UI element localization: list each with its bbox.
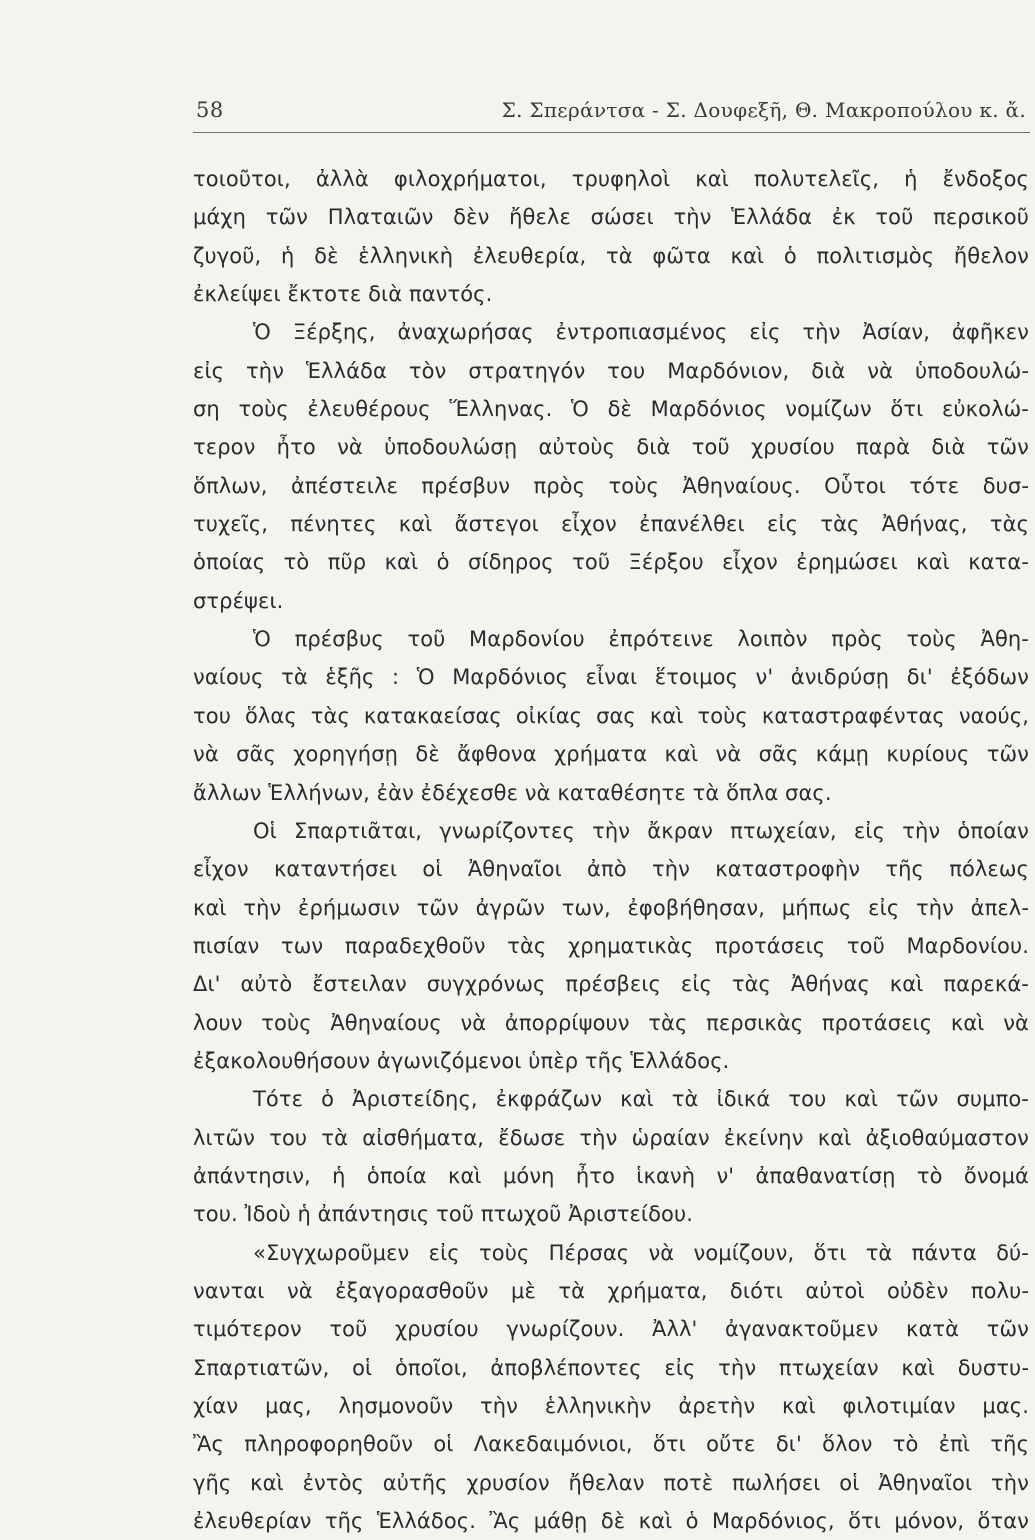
text-line: νὰ σᾶς χορηγήσῃ δὲ ἄφθονα χρήματα καὶ νὰ σᾶς κάμῃ κυρίους τῶν xyxy=(193,742,1029,767)
text-line: ση τοὺς ἐλευθέρους Ἕλληνας. Ὁ δὲ Μαρδόνιος νομίζων ὅτι εὐκολώ- xyxy=(193,397,1029,422)
text-line: γῆς καὶ ἐντὸς αὐτῆς χρυσίον ἤθελαν ποτὲ πωλήσει οἱ Ἀθηναῖοι τὴν xyxy=(193,1470,1029,1495)
text-line: «Συγχωροῦμεν εἰς τοὺς Πέρσας νὰ νομίζουν, ὅτι τὰ πάντα δύ- xyxy=(253,1240,1029,1265)
body-text xyxy=(193,160,1029,1540)
text-line: ἐξακολουθήσουν ἀγωνιζόμενοι ὑπὲρ τῆς Ἑλλάδος. xyxy=(193,1048,730,1073)
text-line: ἄλλων Ἑλλήνων, ἐὰν ἐδέχεσθε νὰ καταθέσητε τὰ ὅπλα σας. xyxy=(193,780,832,805)
text-line: καὶ τὴν ἐρήμωσιν τῶν ἀγρῶν των, ἐφοβήθησαν, μήπως εἰς τὴν ἀπελ- xyxy=(193,895,1029,920)
text-line: ἀπάντησιν, ἡ ὁποία καὶ μόνη ἦτο ἱκανὴ ν' ἀπαθανατίσῃ τὸ ὄνομά xyxy=(193,1163,1029,1188)
text-line: του ὅλας τὰς κατακαείσας οἰκίας σας καὶ τοὺς καταστραφέντας ναούς, xyxy=(193,703,1029,728)
text-line: λουν τοὺς Ἀθηναίους νὰ ἀπορρίψουν τὰς περσικὰς προτάσεις καὶ νὰ xyxy=(193,1010,1029,1035)
text-line: Οἱ Σπαρτιᾶται, γνωρίζοντες τὴν ἄκραν πτωχείαν, εἰς τὴν ὁποίαν xyxy=(253,818,1029,843)
text-line: ὅπλων, ἀπέστειλε πρέσβυν πρὸς τοὺς Ἀθηναίους. Οὗτοι τότε δυσ- xyxy=(193,473,1029,498)
text-line: ζυγοῦ, ἡ δὲ ἑλληνικὴ ἐλευθερία, τὰ φῶτα καὶ ὁ πολιτισμὸς ἤθελον xyxy=(193,243,1029,268)
text-line: Ὁ πρέσβυς τοῦ Μαρδονίου ἐπρότεινε λοιπὸν πρὸς τοὺς Ἀθη- xyxy=(253,627,1029,652)
page-number: 58 xyxy=(196,98,224,122)
text-line: ἐκλείψει ἔκτοτε διὰ παντός. xyxy=(193,282,493,307)
text-line: Σπαρτιατῶν, οἱ ὁποῖοι, ἀποβλέποντες εἰς τὴν πτωχείαν καὶ δυστυ- xyxy=(193,1355,1029,1380)
text-line: Ὁ Ξέρξης, ἀναχωρήσας ἐντροπιασμένος εἰς τὴν Ἀσίαν, ἀφῆκεν xyxy=(253,320,1029,345)
text-line: τιμότερον τοῦ χρυσίου γνωρίζουν. Ἀλλ' ἀγανακτοῦμεν κατὰ τῶν xyxy=(193,1317,1029,1342)
text-line: στρέψει. xyxy=(193,588,284,613)
text-line: ναίους τὰ ἑξῆς : Ὁ Μαρδόνιος εἶναι ἕτοιμος ν' ἀνιδρύσῃ δι' ἐξόδων xyxy=(193,665,1029,690)
text-line: χίαν μας, λησμονοῦν τὴν ἑλληνικὴν ἀρετὴν καὶ φιλοτιμίαν μας. xyxy=(193,1394,1029,1418)
text-line: εἶχον καταντήσει οἱ Ἀθηναῖοι ἀπὸ τὴν καταστροφὴν τῆς πόλεως xyxy=(193,857,1029,882)
text-line: Ἂς πληροφορηθοῦν οἱ Λακεδαιμόνιοι, ὅτι οὔτε δι' ὅλον τὸ ἐπὶ τῆς xyxy=(193,1432,1029,1457)
text-line: Δι' αὐτὸ ἔστειλαν συγχρόνως πρέσβεις εἰς τὰς Ἀθήνας καὶ παρεκά- xyxy=(193,972,1029,997)
text-line: του. Ἰδοὺ ἡ ἀπάντησις τοῦ πτωχοῦ Ἀριστείδου. xyxy=(193,1202,694,1227)
text-line: τερον ἦτο νὰ ὑποδουλώσῃ αὐτοὺς διὰ τοῦ χρυσίου παρὰ διὰ τῶν xyxy=(193,435,1029,460)
text-line: ὁποίας τὸ πῦρ καὶ ὁ σίδηρος τοῦ Ξέρξου εἶχον ἐρημώσει καὶ κατα- xyxy=(193,550,1029,575)
running-head: Σ. Σπεράντσα - Σ. Δουφεξῆ, Θ. Μακροπούλου κ. ἄ. xyxy=(501,98,1026,122)
text-line: Τότε ὁ Ἀριστείδης, ἐκφράζων καὶ τὰ ἰδικά του καὶ τῶν συμπο- xyxy=(253,1087,1029,1112)
text-line: εἰς τὴν Ἑλλάδα τὸν στρατηγόν του Μαρδόνιον, διὰ νὰ ὑποδουλώ- xyxy=(193,358,1029,383)
text-line: πισίαν των παραδεχθοῦν τὰς χρηματικὰς προτάσεις τοῦ Μαρδονίου. xyxy=(193,933,1029,958)
text-line: τοιοῦτοι, ἀλλὰ φιλοχρήματοι, τρυφηλοὶ καὶ πολυτελεῖς, ἡ ἔνδοξος xyxy=(193,167,1029,191)
text-line: λιτῶν του τὰ αἰσθήματα, ἔδωσε τὴν ὡραίαν ἐκείνην καὶ ἀξιοθαύμαστον xyxy=(193,1125,1029,1150)
text-line: τυχεῖς, πένητες καὶ ἄστεγοι εἶχον ἐπανέλθει εἰς τὰς Ἀθήνας, τὰς xyxy=(193,512,1029,537)
page-header xyxy=(193,92,1030,133)
text-line: ἐλευθερίαν τῆς Ἑλλάδος. Ἂς μάθῃ δὲ καὶ ὁ Μαρδόνιος, ὅτι μόνον, ὅταν xyxy=(193,1509,1029,1534)
text-line: μάχη τῶν Πλαταιῶν δὲν ἤθελε σώσει τὴν Ἑλλάδα ἐκ τοῦ περσικοῦ xyxy=(193,205,1029,230)
text-line: νανται νὰ ἐξαγορασθοῦν μὲ τὰ χρήματα, διότι αὐτοὶ οὐδὲν πολυ- xyxy=(193,1278,1029,1303)
